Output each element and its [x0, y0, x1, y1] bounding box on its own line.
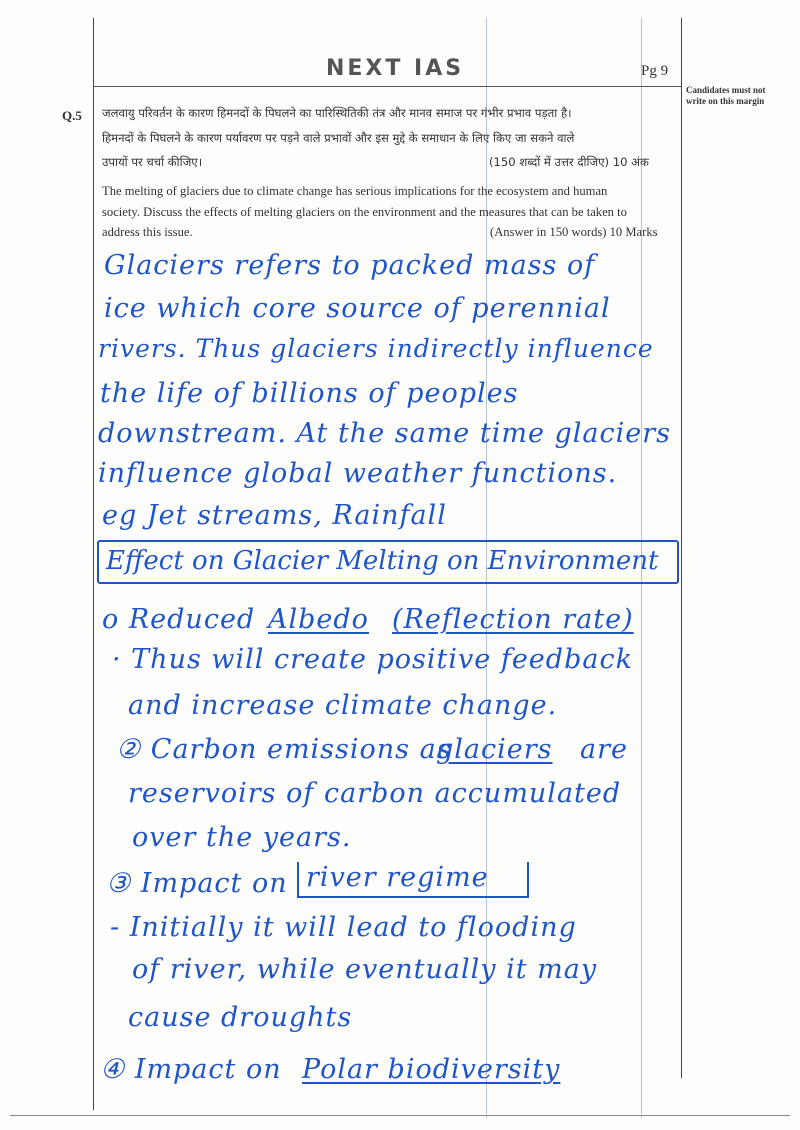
point3-line3: of river, while eventually it may: [132, 954, 598, 985]
question-english-line3: address this issue.: [102, 225, 193, 239]
answer-line-2: ice which core source of perennial: [104, 293, 611, 324]
point4-polar-biodiversity: Polar biodiversity: [302, 1054, 561, 1085]
question-hindi-line3: उपायों पर चर्चा कीजिए।: [102, 155, 203, 169]
page-number: Pg 9: [641, 63, 669, 79]
point2-lead: ② Carbon emissions as: [116, 734, 452, 765]
point3-river-regime: river regime: [306, 862, 489, 893]
point1-reflection: (Reflection rate): [392, 604, 634, 635]
point2-are: are: [580, 734, 628, 765]
question-hindi-marks: (150 शब्दों में उत्तर दीजिए) 10 अंक: [489, 155, 649, 169]
point3-line4: cause droughts: [128, 1002, 353, 1033]
point1-line2: · Thus will create positive feedback: [112, 644, 633, 675]
left-margin-line: [93, 18, 94, 1110]
point4-lead: ④ Impact on: [100, 1054, 282, 1085]
answer-line-4: the life of billions of peoples: [100, 378, 519, 409]
right-margin-line: [681, 18, 682, 1078]
question-english-line1: The melting of glaciers due to climate change has serious implications for the ecosystem and human: [102, 184, 608, 198]
margin-note: [686, 85, 796, 107]
point3-line2: - Initially it will lead to flooding: [110, 912, 577, 943]
answer-line-5: downstream. At the same time glaciers: [98, 418, 672, 449]
margin-note-line2: write on this margin: [686, 96, 765, 106]
answer-line-7: eg Jet streams, Rainfall: [102, 500, 447, 531]
point1-lead: o Reduced: [102, 604, 256, 635]
question-hindi-line2: हिमनदों के पिघलने के कारण पर्यावरण पर पड़ने वाले प्रभावों और इस मुद्दे के समाधान के लिए किए जा सकने वाले: [102, 131, 575, 145]
margin-note-line1: Candidates must not: [686, 85, 766, 95]
point2-line2: reservoirs of carbon accumulated: [128, 778, 622, 809]
point3-lead: ③ Impact on: [106, 868, 288, 899]
bottom-rule: [10, 1115, 790, 1116]
question-english-line2: society. Discuss the effects of melting glaciers on the environment and the measures that can be taken to: [102, 205, 627, 219]
answer-line-1: Glaciers refers to packed mass of: [104, 250, 596, 281]
point1-line3: and increase climate change.: [128, 690, 558, 721]
answer-line-3: rivers. Thus glaciers indirectly influence: [98, 334, 654, 363]
question-number: Q.5: [62, 108, 82, 123]
question-english-marks: (Answer in 150 words) 10 Marks: [490, 225, 658, 239]
answer-heading: Effect on Glacier Melting on Environment: [106, 546, 659, 576]
point2-glaciers: glaciers: [436, 734, 553, 765]
brand-logo: NEXT IAS: [325, 56, 465, 81]
question-hindi-line1: जलवायु परिवर्तन के कारण हिमनदों के पिघलने का पारिस्थितिकी तंत्र और मानव समाज पर गंभीर प्रभाव पड़ता है।: [102, 106, 572, 120]
point2-line3: over the years.: [132, 822, 352, 853]
answer-line-6: influence global weather functions.: [98, 458, 618, 489]
point1-albedo: Albedo: [268, 604, 369, 635]
header-rule: [93, 86, 681, 87]
